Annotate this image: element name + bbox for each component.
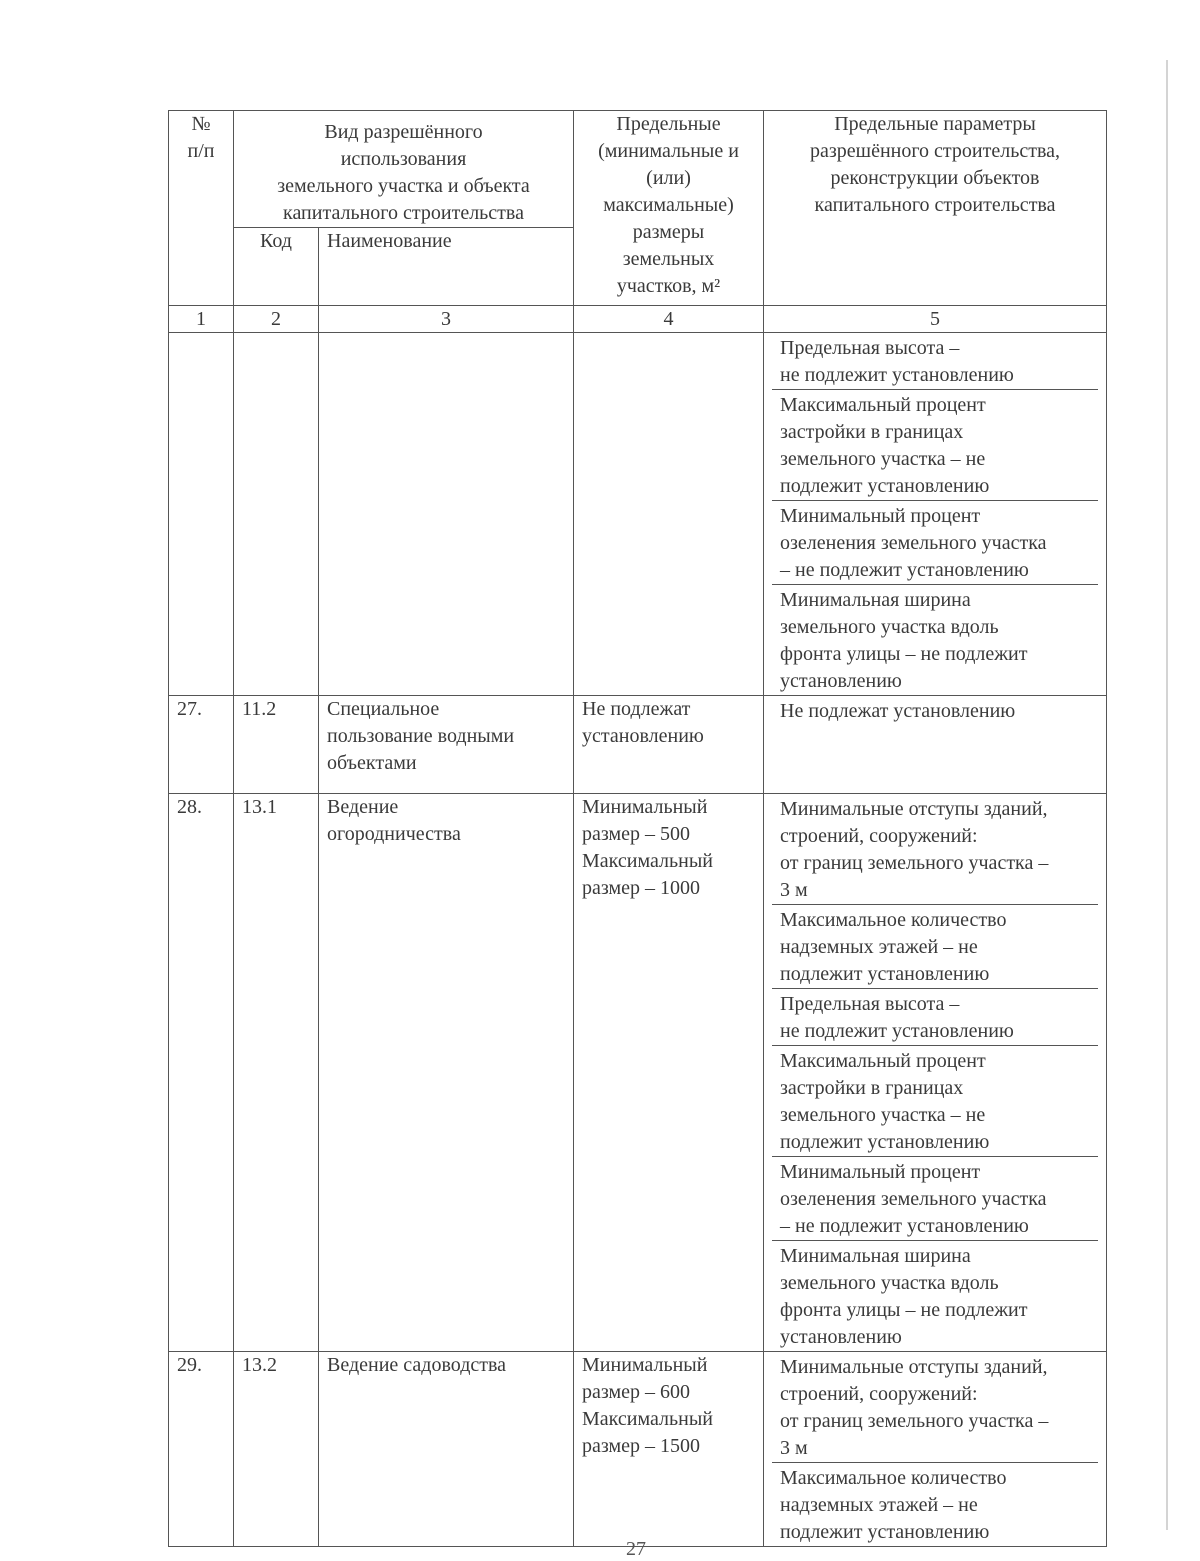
page-number: 27 [626, 1538, 646, 1560]
param-cell: Минимальные отступы зданий, строений, сооружений: от границ земельного участка – 3 м [772, 1352, 1098, 1463]
table-row [169, 333, 1107, 696]
col-number: 5 [764, 306, 1107, 333]
param-cell: Предельная высота – не подлежит установлению [772, 333, 1098, 390]
header-kod: Код [234, 228, 319, 306]
table-row [169, 696, 1107, 794]
row-name: Специальное пользование водными объектами [319, 696, 574, 794]
param-cell: Минимальные отступы зданий, строений, сооружений: от границ земельного участка – 3 м [772, 794, 1098, 905]
row-sizes: Минимальный размер – 500 Максимальный размер – 1000 [574, 794, 764, 1352]
row-params [764, 1352, 1107, 1547]
row-num: 28. [169, 794, 234, 1352]
row-name: Ведение огородничества [319, 794, 574, 1352]
table-row [169, 1352, 1107, 1547]
row-params [764, 333, 1107, 696]
row-name [319, 333, 574, 696]
row-sizes [574, 333, 764, 696]
header-params: Предельные параметры разрешённого строительства, реконструкции объектов капитального строительства [764, 111, 1107, 306]
param-cell: Максимальный процент застройки в границах земельного участка – не подлежит установлению [772, 1046, 1098, 1157]
col-number: 2 [234, 306, 319, 333]
row-params [764, 696, 1107, 794]
param-cell: Максимальное количество надземных этажей – не подлежит установлению [772, 905, 1098, 989]
land-use-table [168, 110, 1107, 1547]
row-name: Ведение садоводства [319, 1352, 574, 1547]
header-vid: Вид разрешённого использования земельного участка и объекта капитального строительства [234, 111, 574, 228]
row-params [764, 794, 1107, 1352]
col-number: 1 [169, 306, 234, 333]
param-cell: Предельная высота – не подлежит установлению [772, 989, 1098, 1046]
param-cell: Минимальная ширина земельного участка вдоль фронта улицы – не подлежит установлению [780, 1245, 1028, 1348]
row-code [234, 333, 319, 696]
column-number-row [169, 306, 1107, 333]
param-cell: Минимальная ширина земельного участка вдоль фронта улицы – не подлежит установлению [780, 589, 1028, 692]
header-sizes: Предельные (минимальные и (или) максимальные) размеры земельных участков, м² [574, 111, 764, 306]
row-num: 27. [169, 696, 234, 794]
param-cell: Минимальный процент озеленения земельного участка – не подлежит установлению [772, 501, 1098, 585]
row-num: 29. [169, 1352, 234, 1547]
row-sizes: Минимальный размер – 600 Максимальный размер – 1500 [574, 1352, 764, 1547]
row-sizes: Не подлежат установлению [574, 696, 764, 794]
col-number: 4 [574, 306, 764, 333]
param-cell: Максимальное количество надземных этажей – не подлежит установлению [780, 1467, 1007, 1543]
param-cell: Минимальный процент озеленения земельного участка – не подлежит установлению [772, 1157, 1098, 1241]
header-row-top [169, 111, 1107, 228]
row-code: 11.2 [234, 696, 319, 794]
col-number: 3 [319, 306, 574, 333]
row-code: 13.1 [234, 794, 319, 1352]
row-num [169, 333, 234, 696]
row-code: 13.2 [234, 1352, 319, 1547]
table-row [169, 794, 1107, 1352]
param-cell: Максимальный процент застройки в границах земельного участка – не подлежит установлению [772, 390, 1098, 501]
param-cell: Не подлежат установлению [780, 700, 1016, 722]
scan-page-edge [1166, 60, 1168, 1530]
header-num: № п/п [169, 111, 234, 306]
header-naim: Наименование [319, 228, 574, 306]
